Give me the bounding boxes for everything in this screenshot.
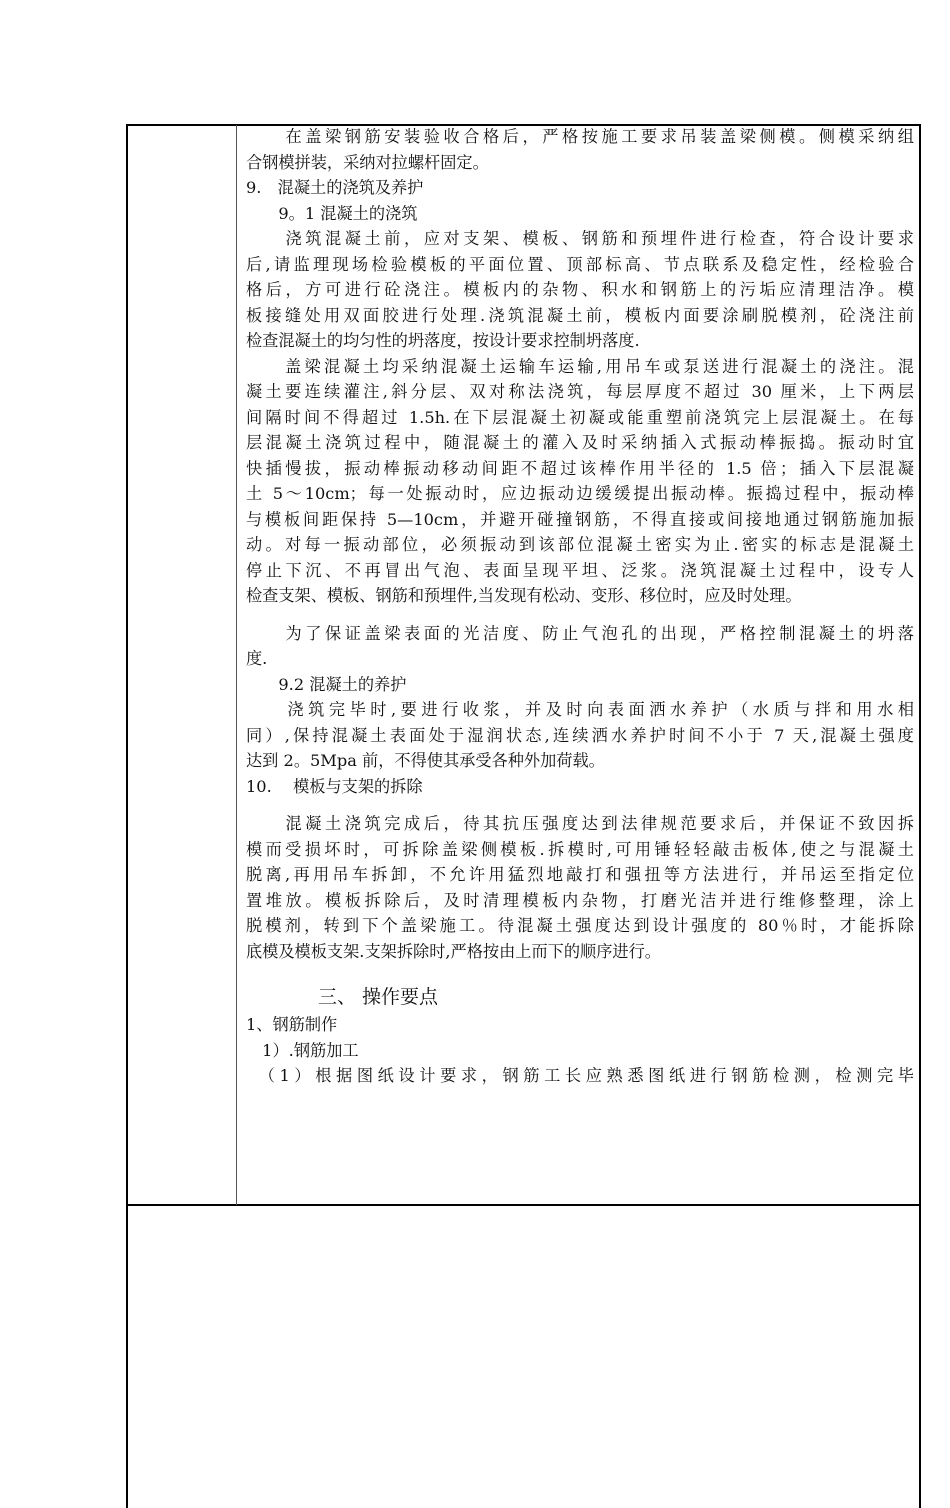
document-body [246, 124, 914, 1089]
text-line: 板接缝处用双面胶进行处理.浇筑混凝土前，模板内面要涂刷脱模剂，砼浇注前 [246, 305, 914, 325]
text-line: 同）,保持混凝土表面处于湿润状态,连续洒水养护时间不小于 7 天,混凝土强度 [246, 725, 914, 745]
text-line: 凝土要连续灌注,斜分层、双对称法浇筑，每层厚度不超过 30 厘米，上下两层 [246, 382, 914, 401]
heading-9: 9. 混凝土的浇筑及养护 [246, 178, 424, 197]
text-line: 层混凝土浇筑过程中，随混凝土的灌入及时采纳插入式振动棒振捣。振动时宜 [246, 433, 914, 452]
spacer [246, 964, 914, 976]
column-divider [236, 125, 237, 1205]
heading-9-1: 9。1 混凝土的浇筑 [246, 203, 418, 223]
text-line: 底模及模板支架.支架拆除时,严格按由上而下的顺序进行。 [246, 941, 661, 961]
text-line: 合钢模拼装，采纳对拉螺杆固定。 [246, 152, 489, 172]
text-line: 盖梁混凝土均采纳混凝土运输车运输,用吊车或泵送进行混凝土的浇注。混 [246, 356, 914, 376]
text-line: 后,请监理现场检验模板的平面位置、顶部标高、节点联系及稳定性，经检验合 [246, 254, 914, 274]
text-line: 在盖梁钢筋安装验收合格后，严格按施工要求吊装盖梁侧模。侧模采纳组 [246, 127, 914, 146]
text-line: 达到 2。5Mpa 前，不得使其承受各种外加荷载。 [246, 751, 605, 770]
heading-10: 10. 模板与支架的拆除 [246, 776, 423, 796]
block-4 [246, 1012, 914, 1089]
subheading: 1、钢筋制作 [246, 1015, 338, 1034]
text-line: 土 5～10cm；每一处振动时，应边振动边缓缓提出振动棒。振捣过程中，振动棒 [246, 484, 914, 503]
text-line: 与模板间距保持 5—10cm，并避开碰撞钢筋，不得直接或间接地通过钢筋施加振 [246, 509, 914, 529]
heading-9-2: 9.2 混凝土的养护 [246, 674, 407, 694]
text-line: 混凝土浇筑完成后，待其抗压强度达到法律规范要求后，并保证不致因拆 [246, 814, 914, 833]
text-line: 快插慢拔，振动棒振动移动间距不超过该棒作用半径的 1.5 倍；插入下层混凝 [246, 458, 914, 478]
block-1 [246, 124, 914, 609]
text-line: 置堆放。模板拆除后，及时清理模板内杂物，打磨光洁并进行维修整理，涂上 [246, 890, 914, 910]
text-line: 度. [246, 649, 268, 668]
text-line: 检查混凝土的均匀性的坍落度，按设计要求控制坍落度. [246, 331, 640, 350]
text-line: 脱离,再用吊车拆卸，不允许用猛烈地敲打和强扭等方法进行，并吊运至指定位 [246, 865, 914, 884]
text-line: 浇筑完毕时,要进行收浆，并及时向表面洒水养护（水质与拌和用水相 [246, 700, 914, 719]
section-heading: 三、 操作要点 [318, 986, 439, 1008]
text-line: 间隔时间不得超过 1.5h.在下层混凝土初凝或能重塑前浇筑完上层混凝土。在每 [246, 407, 914, 427]
text-line: 浇筑混凝土前，应对支架、模板、钢筋和预埋件进行检查，符合设计要求 [246, 229, 914, 248]
text-line: 模而受损坏时，可拆除盖梁侧模板.拆模时,可用锤轻轻敲击板体,使之与混凝土 [246, 839, 914, 859]
text-line: 脱模剂，转到下个盖梁施工。待混凝土强度达到设计强度的 80％时，才能拆除 [246, 916, 914, 935]
text-line: 动。对每一振动部位，必须振动到该部位混凝土密实为止.密实的标志是混凝土 [246, 535, 914, 554]
text-line: （1）根据图纸设计要求，钢筋工长应熟悉图纸进行钢筋检测，检测完毕 [246, 1066, 914, 1085]
text-line: 为了保证盖梁表面的光洁度、防止气泡孔的出现，严格控制混凝土的坍落 [246, 623, 914, 643]
spacer [246, 799, 914, 811]
spacer [246, 609, 914, 621]
table-bottom-border [126, 1204, 921, 1206]
text-line: 检查支架、模板、钢筋和预埋件,当发现有松动、变形、移位时，应及时处理。 [246, 586, 802, 605]
text-line: 停止下沉、不再冒出气泡、表面呈现平坦、泛浆。浇筑混凝土过程中，设专人 [246, 560, 914, 580]
block-2 [246, 621, 914, 800]
block-3 [246, 811, 914, 964]
text-line: 格后，方可进行砼浇注。模板内的杂物、积水和钢筋上的污垢应清理洁净。模 [246, 280, 914, 299]
subheading: 1）.钢筋加工 [246, 1040, 359, 1060]
